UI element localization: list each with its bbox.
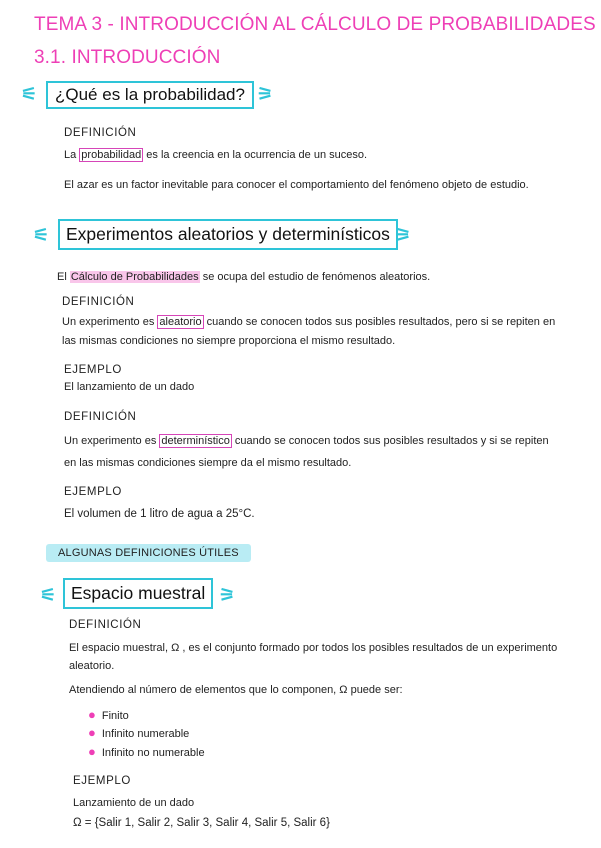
text-fragment: La: [64, 149, 80, 161]
bullet-icon: ●: [88, 725, 96, 740]
text-fragment: Un experimento es: [64, 435, 160, 447]
right-sparkle-icon: ⚞: [257, 84, 274, 104]
omega-set: Ω = {Salir 1, Salir 2, Salir 3, Salir 4, Salir 5, Salir 6}: [73, 817, 330, 829]
definition-label: DEFINICIÓN: [64, 411, 137, 423]
definition-probabilidad: [64, 149, 367, 161]
list-item: [88, 707, 129, 722]
term-aleatorio: aleatorio: [159, 316, 202, 328]
term-probabilidad: probabilidad: [81, 149, 142, 161]
text-fragment: se ocupa del estudio de fenómenos aleatorios.: [199, 271, 431, 283]
heading-experimentos: Experimentos aleatorios y determinísticos: [58, 219, 398, 250]
list-item-label: Finito: [101, 710, 129, 722]
left-sparkle-icon: ⚟: [21, 84, 38, 104]
page-title: TEMA 3 - INTRODUCCIÓN AL CÁLCULO DE PROBABILIDADES: [34, 14, 596, 35]
bullet-icon: ●: [88, 707, 96, 722]
definition-espacio-line1: El espacio muestral, Ω , es el conjunto formado por todos los posibles resultados de un experimento: [69, 642, 558, 654]
text-fragment: cuando se conocen todos sus posibles resultados y si se repiten: [231, 435, 549, 447]
definition-label: DEFINICIÓN: [64, 127, 137, 139]
term-calculo-probabilidades: Cálculo de Probabilidades: [70, 271, 199, 283]
left-sparkle-icon: ⚟: [33, 225, 50, 245]
definition-aleatorio-line2: las mismas condiciones no siempre proporciona el mismo resultado.: [62, 335, 396, 347]
list-item-label: Infinito no numerable: [101, 747, 205, 759]
term-deterministico: determinístico: [161, 435, 230, 447]
example-label: EJEMPLO: [73, 775, 131, 787]
experimentos-intro: [57, 271, 430, 283]
definition-deterministico-line1: [64, 435, 549, 447]
example-agua: El volumen de 1 litro de agua a 25°C.: [64, 508, 255, 520]
definition-espacio-line2: aleatorio.: [69, 660, 115, 672]
text-fragment: cuando se conocen todos sus posibles resultados, pero si se repiten en: [203, 316, 556, 328]
text-fragment: es la creencia en la ocurrencia de un suceso.: [143, 149, 368, 161]
heading-probabilidad: ¿Qué es la probabilidad?: [46, 81, 254, 109]
section-subtitle: 3.1. INTRODUCCIÓN: [34, 47, 221, 68]
right-sparkle-icon: ⚞: [219, 585, 236, 605]
utiles-banner: ALGUNAS DEFINICIONES ÚTILES: [46, 544, 251, 562]
list-item-label: Infinito numerable: [101, 728, 190, 740]
atendiendo-text: Atendiendo al número de elementos que lo componen, Ω puede ser:: [69, 684, 403, 696]
example-label: EJEMPLO: [64, 486, 122, 498]
text-fragment: Un experimento es: [62, 316, 158, 328]
example-label: EJEMPLO: [64, 364, 122, 376]
definition-label: DEFINICIÓN: [62, 296, 135, 308]
example-dado: El lanzamiento de un dado: [64, 381, 195, 393]
example-lanzamiento: Lanzamiento de un dado: [73, 797, 195, 809]
definition-deterministico-line2: en las mismas condiciones siempre da el mismo resultado.: [64, 457, 352, 469]
list-item: [88, 744, 205, 759]
list-item: [88, 725, 189, 740]
left-sparkle-icon: ⚟: [40, 585, 57, 605]
right-sparkle-icon: ⚞: [395, 225, 412, 245]
azar-text: El azar es un factor inevitable para conocer el comportamiento del fenómeno objeto de estudio.: [64, 179, 529, 191]
text-fragment: El: [57, 271, 70, 283]
definition-label: DEFINICIÓN: [69, 619, 142, 631]
bullet-icon: ●: [88, 744, 96, 759]
definition-aleatorio-line1: [62, 316, 555, 328]
heading-espacio-muestral: Espacio muestral: [63, 578, 213, 609]
